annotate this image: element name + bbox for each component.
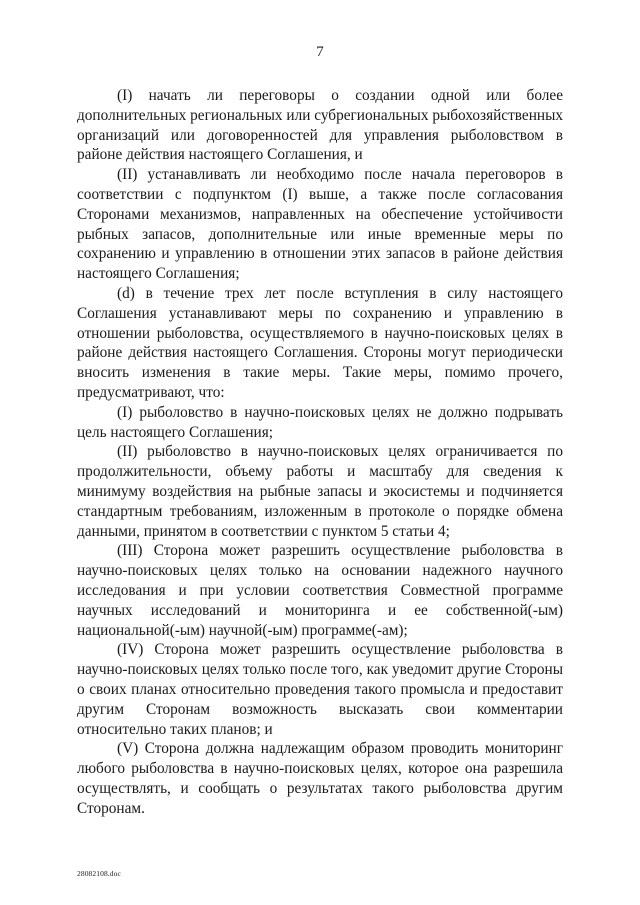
paragraph-8-v: (V) Сторона должна надлежащим образом проводить мониторинг любого рыболовства в научно-поисковых целях, которое она разрешила осуществлять, и сообщать о результатах такого рыболовства другим Сторонам. <box>77 740 563 817</box>
paragraph-5-ii: (II) рыболовство в научно-поисковых целях ограничивается по продолжительности, объему работы и масштабу для сведения к минимуму воздействия на рыбные запасы и экосистемы и подчиняется стандартным требованиям, изложенным в протоколе о порядке обмена данными, принятом в соответствии с пунктом 5 статьи 4; <box>77 443 563 540</box>
paragraph-6-iii: (III) Сторона может разрешить осуществление рыболовства в научно-поисковых целях только на основании надежного научного исследования и при условии соответствия Совместной программе научных исследований и мониторинга и ее собственной(-ым) национальной(-ым) научной(-ым) программе(-ам); <box>77 542 563 639</box>
document-body <box>77 86 563 818</box>
paragraph-7-iv: (IV) Сторона может разрешить осуществление рыболовства в научно-поисковых целях только после того, как уведомит другие Стороны о своих планах относительно проведения такого промысла и предоставит другим Сторонам возможность высказать свои комментарии относительно таких планов; и <box>77 641 563 738</box>
paragraph-2-ii: (II) устанавливать ли необходимо после начала переговоров в соответствии с подпунктом (I) выше, а также после согласования Сторонами механизмов, направленных на обеспечение устойчивости рыбных запасов, дополнительные или иные временные меры по сохранению и управлению в отношении этих запасов в районе действия настоящего Соглашения; <box>77 166 563 283</box>
footer-file-code: 28082108.doc <box>77 869 121 878</box>
page-number: 7 <box>316 44 324 60</box>
paragraph-1-i: (I) начать ли переговоры о создании одной или более дополнительных региональных или субрегиональных рыбохозяйственных организаций или договоренностей для управления рыболовством в районе действия настоящего Соглашения, и <box>77 87 563 164</box>
paragraph-4-i: (I) рыболовство в научно-поисковых целях не должно подрывать цель настоящего Соглашения; <box>77 403 563 441</box>
paragraph-3-d: (d) в течение трех лет после вступления в силу настоящего Соглашения устанавливают меры по сохранению и управлению в отношении рыболовства, осуществляемого в научно-поисковых целях в районе действия настоящего Соглашения. Стороны могут периодически вносить изменения в такие меры. Такие меры, помимо прочего, предусматривают, что: <box>77 284 563 401</box>
